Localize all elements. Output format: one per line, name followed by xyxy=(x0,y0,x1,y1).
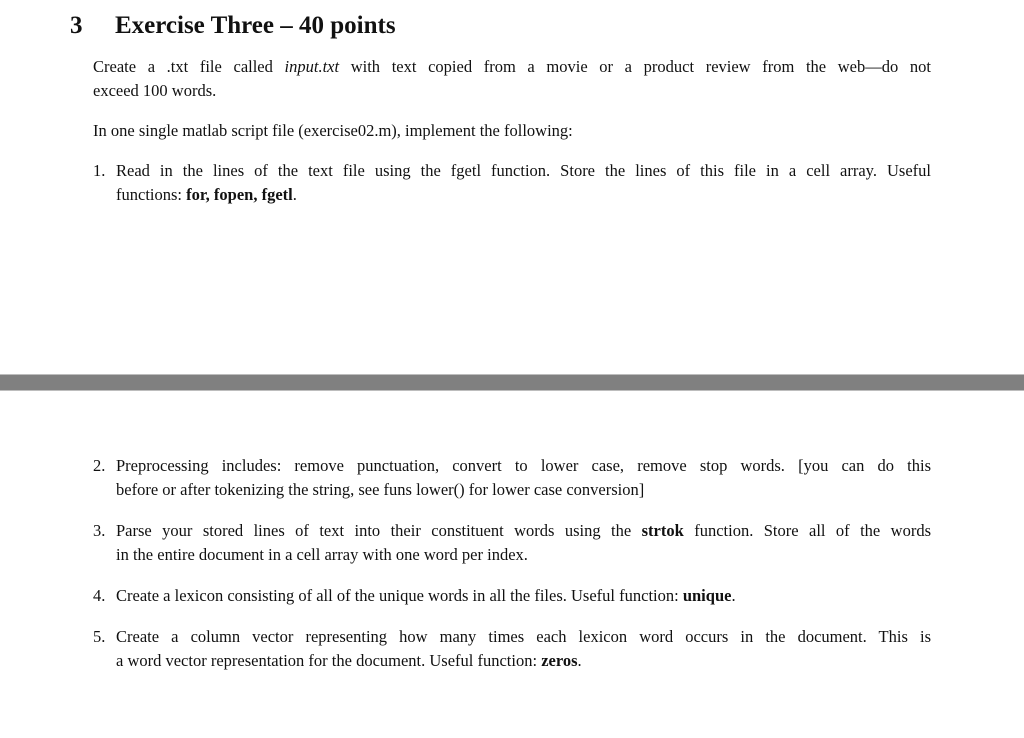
item-4-line-1 xyxy=(116,584,736,608)
item-2-line-2: before or after tokenizing the string, see funs lower() for lower case conversion] xyxy=(116,480,645,499)
item-1-line-2 xyxy=(116,183,297,207)
item-number: 4. xyxy=(93,586,106,605)
item-1-line-1: Read in the lines of the text file using the fgetl function. Store the lines of this file in a cell array. Useful xyxy=(116,161,931,180)
instruction: In one single matlab script file (exercise02.m), implement the following: xyxy=(93,121,573,140)
section-number: 3 xyxy=(70,12,83,39)
text: functions: xyxy=(116,185,187,204)
function-name: strtok xyxy=(641,521,684,540)
item-3-line-2: in the entire document in a cell array with one word per index. xyxy=(116,545,528,564)
text: function. Store all of the words xyxy=(683,521,931,540)
function-names: for, fopen, fgetl xyxy=(186,185,293,204)
text: . xyxy=(577,651,582,670)
text: a word vector representation for the document. Useful function: xyxy=(116,651,542,670)
item-5-line-2 xyxy=(116,649,582,673)
text: Parse your stored lines of text into their constituent words using the xyxy=(116,521,642,540)
text: Create a lexicon consisting of all of the unique words in all the files. Useful function: xyxy=(116,586,683,605)
text: with text copied from a movie or a product review from the web—do not xyxy=(339,57,931,76)
item-2-line-1: Preprocessing includes: remove punctuation, convert to lower case, remove stop words. [you can do this xyxy=(116,456,931,475)
intro-line-1 xyxy=(93,55,931,79)
page-separator xyxy=(0,374,1024,391)
item-3-line-1 xyxy=(116,519,931,543)
item-number: 5. xyxy=(93,627,106,646)
intro-line-2: exceed 100 words. xyxy=(93,81,217,100)
section-title: Exercise Three – 40 points xyxy=(115,12,396,39)
item-number: 3. xyxy=(93,521,106,540)
text: . xyxy=(731,586,736,605)
item-number: 2. xyxy=(93,456,106,475)
filename: input.txt xyxy=(284,57,340,76)
text: . xyxy=(292,185,297,204)
item-5-line-1: Create a column vector representing how many times each lexicon word occurs in the document. This is xyxy=(116,627,931,646)
function-name: unique xyxy=(682,586,732,605)
item-number: 1. xyxy=(93,161,106,180)
text: Create a .txt file called xyxy=(93,57,285,76)
function-name: zeros xyxy=(541,651,578,670)
